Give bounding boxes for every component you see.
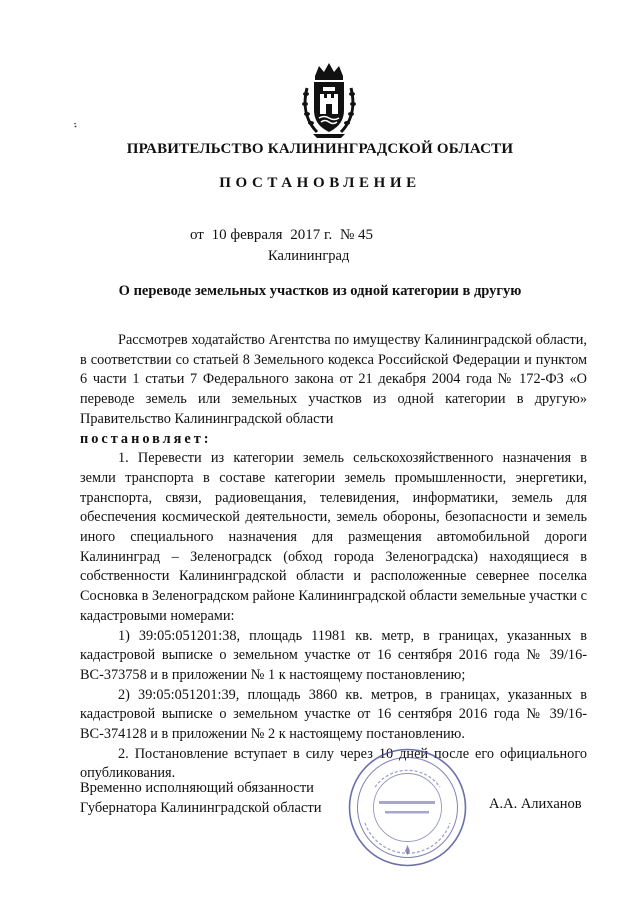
document-type: ПОСТАНОВЛЕНИЕ — [219, 175, 421, 191]
date-prefix: от — [190, 227, 204, 243]
date-number-line — [190, 227, 377, 244]
city: Калининград — [268, 248, 350, 264]
resolves-word: постановляет: — [80, 430, 212, 447]
signatory-name: А.А. Алиханов — [489, 796, 582, 812]
document-year: 2017 г. — [290, 227, 333, 243]
item-1-1-paragraph: 1) 39:05:051201:38, площадь 11981 кв. метр, в границах, указанных в кадастровой выписке о земельном участке от 16 сентября 2016 года № 39/16-ВС-373758 и в приложении № 1 к настоящему постановлению; — [80, 627, 587, 683]
document-subject: О переводе земельных участков из одной категории в другую — [118, 283, 522, 299]
document-number: № 45 — [339, 227, 374, 243]
preamble-paragraph: Рассмотрев ходатайство Агентства по имуществу Калининградской области, в соответствии со статьей 8 Земельного кодекса Российской Федерации и пунктом 6 части 1 статьи 7 Федерального закона от 21 декабря 2004 года № 172-ФЗ «О переводе земель или земельных участков из одной категории в другую» Правительство Калининградской области — [80, 332, 587, 427]
signatory-position — [80, 779, 321, 818]
government-title: ПРАВИТЕЛЬСТВО КАЛИНИНГРАДСКОЙ ОБЛАСТИ — [126, 141, 514, 157]
item-1-2-paragraph: 2) 39:05:051201:39, площадь 3860 кв. метров, в границах, указанных в кадастровой выписке о земельном участке от 16 сентября 2016 года № 39/16-ВС-374128 и в приложении № 2 к настоящему постановлению. — [80, 686, 587, 743]
item-2-paragraph: 2. Постановление вступает в силу через 10 дней после его официального опубликования. — [80, 745, 587, 782]
item-1-paragraph: 1. Перевести из категории земель сельскохозяйственного назначения в земли транспорта в составе категории земель промышленности, энергетики, транспорта, связи, радиовещания, телевидения, информатики, земель для обеспечения космической деятельности, земель обороны, безопасности и земель иного специального назначения для размещения автомобильной дороги Калининград – Зеленоградск (обход города Зеленоградска) находящиеся в собственности Калининградской области и расположенные севернее поселка Сосновка в Зеленоградском районе Калининградской области земельные участки с кадастровыми номерами: — [80, 450, 587, 624]
official-seal-stamp — [345, 745, 470, 870]
document-date: 10 февраля — [211, 227, 283, 243]
document-body — [80, 331, 587, 784]
coat-of-arms-icon — [299, 60, 359, 140]
signatory-position-line-2: Губернатора Калининградской области — [80, 799, 322, 816]
signatory-position-line-1: Временно исполняющий обязанности — [80, 780, 314, 796]
speck-mark — [73, 122, 77, 128]
